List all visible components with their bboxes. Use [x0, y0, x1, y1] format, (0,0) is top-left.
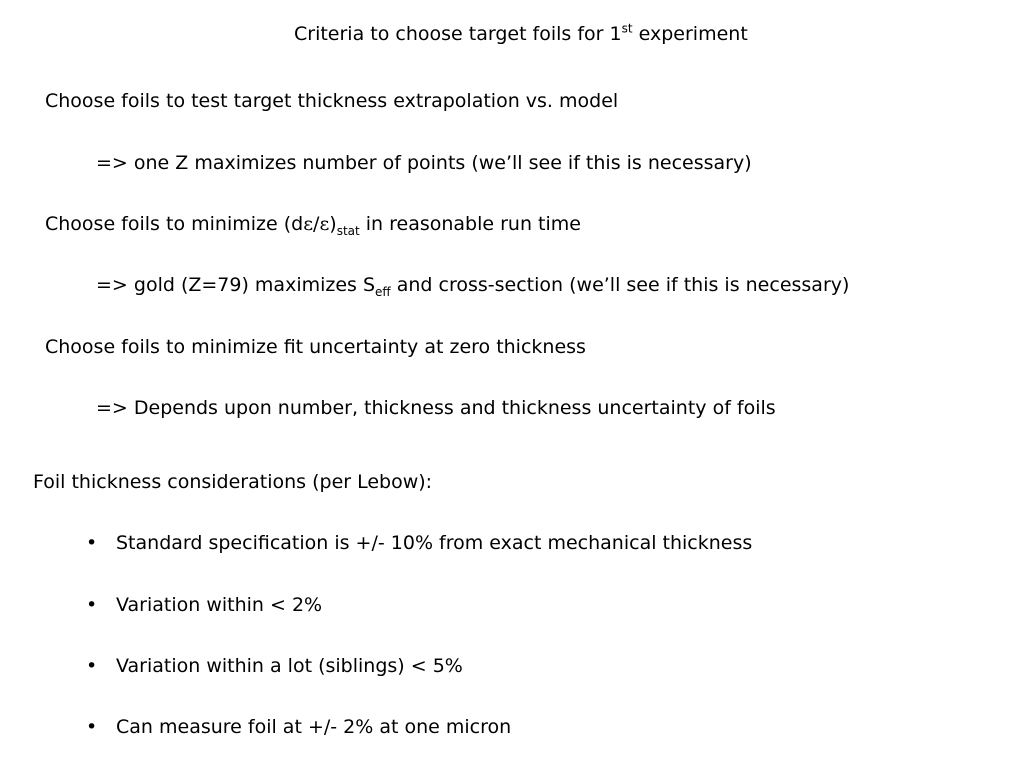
bullet-text: Can measure foil at +/- 2% at one micron — [116, 716, 512, 738]
close-paren: ) — [329, 213, 337, 235]
epsilon-symbol: ε — [319, 213, 330, 235]
l3-post: in reasonable run time — [359, 213, 581, 235]
bullet-text: Variation within < 2% — [116, 594, 323, 616]
bullet-marker: • — [86, 594, 98, 616]
title-main: Criteria to choose target foils for 1 — [294, 23, 622, 45]
epsilon-symbol: ε — [303, 213, 314, 235]
bullet-item — [86, 530, 752, 556]
bullet-text: Variation within a lot (siblings) < 5% — [116, 655, 463, 677]
bullet-marker: • — [86, 532, 98, 554]
bullet-text: Standard specification is +/- 10% from exact mechanical thickness — [116, 532, 753, 554]
l4-post: and cross-section (we’ll see if this is necessary) — [390, 274, 850, 296]
criterion-fit-uncertainty-note: => Depends upon number, thickness and thickness uncertainty of foils — [96, 397, 776, 419]
criterion-minimize-stat-error-note — [96, 272, 849, 298]
eff-subscript: eff — [375, 284, 391, 299]
criterion-thickness-extrapolation-note: => one Z maximizes number of points (we’ll see if this is necessary) — [96, 152, 752, 174]
title-rest: experiment — [632, 23, 748, 45]
bullet-item — [86, 592, 322, 618]
slash-symbol: / — [313, 213, 320, 235]
foil-thickness-heading: Foil thickness considerations (per Lebow): — [33, 471, 433, 493]
stat-subscript: stat — [336, 223, 360, 238]
l4-pre: => gold (Z=79) maximizes S — [96, 274, 376, 296]
title-superscript: st — [621, 21, 633, 36]
bullet-marker: • — [86, 655, 98, 677]
l3-pre: Choose foils to minimize (d — [45, 213, 304, 235]
bullet-item — [86, 653, 463, 679]
criterion-minimize-stat-error — [45, 211, 581, 237]
criterion-fit-uncertainty: Choose foils to minimize fit uncertainty at zero thickness — [45, 336, 586, 358]
slide-title — [294, 21, 748, 47]
bullet-item — [86, 714, 511, 740]
bullet-marker: • — [86, 716, 98, 738]
criterion-thickness-extrapolation: Choose foils to test target thickness extrapolation vs. model — [45, 90, 619, 112]
